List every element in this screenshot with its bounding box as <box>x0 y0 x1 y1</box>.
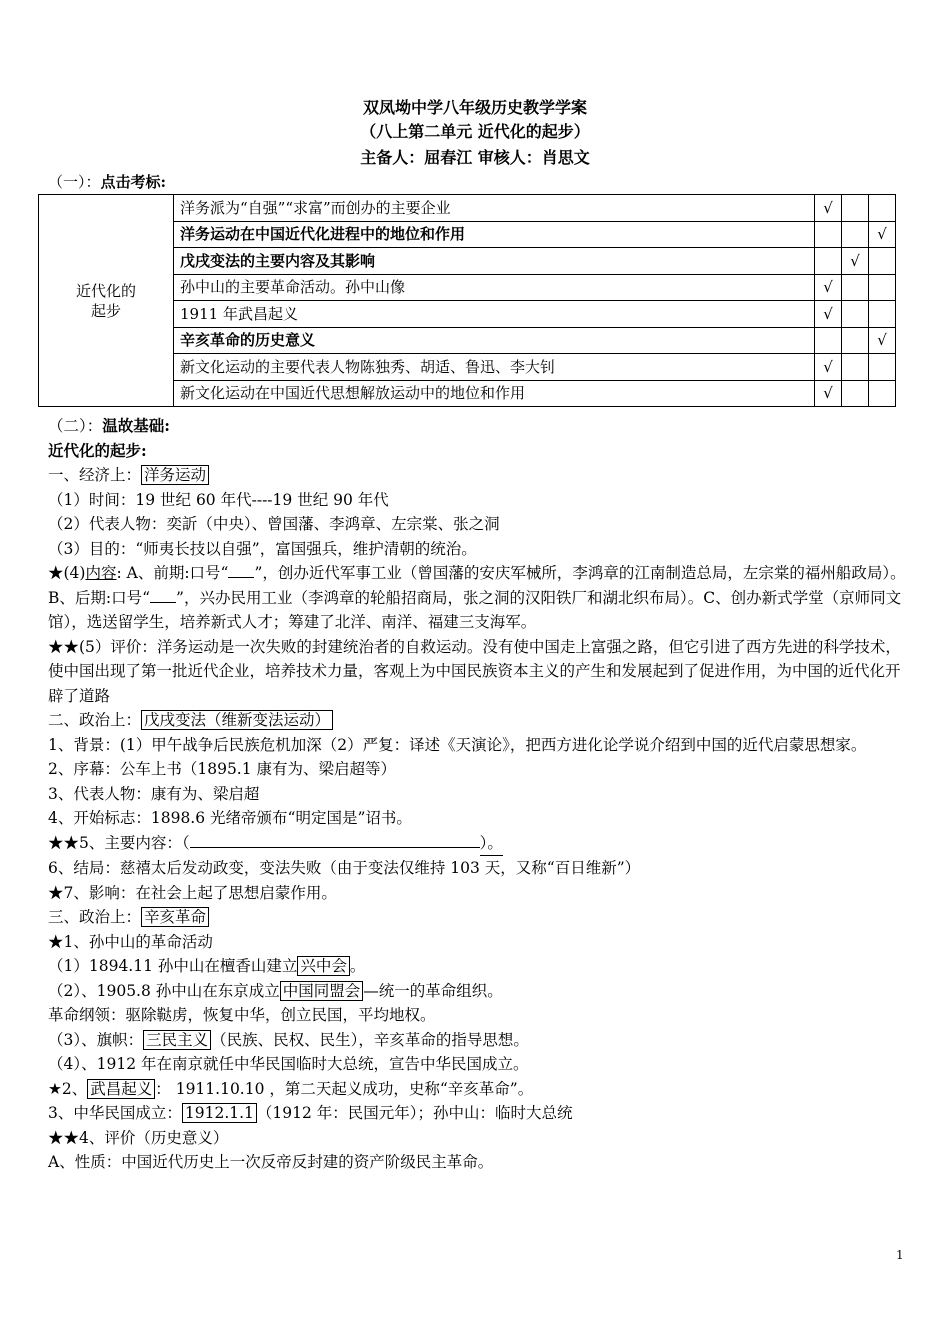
objective-text: 洋务派为“自强”“求富”而创办的主要企业 <box>174 195 815 222</box>
section1-label: 点击考标: <box>100 173 167 191</box>
list-item: 6、结局：慈禧太后发动政变，变法失败（由于变法仅维持 103 天，又称“百日维新”） <box>48 859 641 877</box>
list-item: （2）代表人物：奕訢（中央）、曾国藩、李鸿章、左宗棠、张之洞 <box>48 515 500 533</box>
page-number: 1 <box>896 1248 904 1262</box>
objective-text: 新文化运动的主要代表人物陈独秀、胡适、鲁迅、李大钊 <box>174 354 815 381</box>
mark-level-1: √ <box>815 195 842 222</box>
politics-heading: 二、政治上： 戊戌变法（维新变法运动） <box>48 708 912 733</box>
list-item: ★2、 武昌起义 ： 1911.10.10 ，第二天起义成功，史称“辛亥革命”。 <box>48 1079 534 1098</box>
mark-level-3: √ <box>869 221 896 248</box>
objective-text: 新文化运动在中国近代思想解放运动中的地位和作用 <box>174 380 815 407</box>
list-item: （3）、旗帜： 三民主义 （民族、民权、民生），辛亥革命的指导思想。 <box>48 1030 529 1049</box>
mark-level-2: √ <box>842 248 869 275</box>
objective-text: 孙中山的主要革命活动。孙中山像 <box>174 274 815 301</box>
list-item: （1）时间：19 世纪 60 年代----19 世纪 90 年代 <box>48 490 389 509</box>
objective-text: 1911 年武昌起义 <box>174 301 815 328</box>
list-item: ★★(5）评价：洋务运动是一次失败的封建统治者的自救运动。没有使中国走上富强之路，但它引进了西方先进的科学技术，使中国出现了第一批近代企业，培养技术力量，客观上为中国民族资本主义的产生和发展起到了促进作用，为中国的近代化开辟了道路 <box>48 637 901 705</box>
list-item: 2、序幕：公车上书（1895.1 康有为、梁启超等） <box>48 760 397 778</box>
mark-level-1 <box>815 248 842 275</box>
list-item: （2）、1905.8 孙中山在东京成立 中国同盟会 —统一的革命组织。 <box>48 981 503 1000</box>
fill-in-blank <box>150 602 176 603</box>
mark-level-3 <box>869 248 896 275</box>
mark-level-2 <box>842 327 869 354</box>
objective-text: 洋务运动在中国近代化进程中的地位和作用 <box>174 221 815 248</box>
list-item: 4、开始标志：1898.6 光绪帝颁布“明定国是”诏书。 <box>48 809 412 827</box>
list-item: （3）目的：“师夷长技以自强”，富国强兵，维护清朝的统治。 <box>48 539 477 558</box>
mark-level-1 <box>815 327 842 354</box>
economy-heading: 一、经济上： 洋务运动 <box>48 463 912 488</box>
list-item: ★1、孙中山的革命活动 <box>48 932 213 951</box>
section2-subheading: 近代化的起步: <box>48 440 147 460</box>
boxed-keyword: 洋务运动 <box>141 465 209 485</box>
mark-level-3 <box>869 195 896 222</box>
objective-text: 戊戌变法的主要内容及其影响 <box>174 248 815 275</box>
content-body <box>48 414 912 1175</box>
document-subtitle: （八上第二单元 近代化的起步） <box>360 122 590 141</box>
list-item: 1、背景：(1）甲午战争后民族危机加深（2）严复：译述《天演论》，把西方进化论学说介绍到中国的近代启蒙思想家。 <box>48 735 867 754</box>
category-cell: 近代化的起步 <box>39 195 174 407</box>
mark-level-1: √ <box>815 274 842 301</box>
section1-prefix: （一）： <box>48 173 101 191</box>
mark-level-2 <box>842 301 869 328</box>
mark-level-2 <box>842 354 869 381</box>
mark-level-3 <box>869 301 896 328</box>
boxed-keyword: 辛亥革命 <box>141 907 209 927</box>
revolution-heading: 三、政治上： 辛亥革命 <box>48 905 912 930</box>
mark-level-2 <box>842 195 869 222</box>
objectives-table <box>38 194 896 407</box>
fill-in-blank <box>228 577 254 578</box>
fill-in-blank <box>190 847 480 848</box>
list-item: ★★4、评价（历史意义） <box>48 1128 229 1147</box>
mark-level-1 <box>815 221 842 248</box>
section1-heading <box>48 172 166 192</box>
objective-text: 辛亥革命的历史意义 <box>174 327 815 354</box>
boxed-keyword: 三民主义 <box>143 1030 211 1050</box>
section2-heading: （二）：温故基础: <box>48 416 170 435</box>
document-title: 双凤坳中学八年级历史教学学案 <box>362 98 587 117</box>
mark-level-2 <box>842 380 869 407</box>
document-authors: 主备人：屈春江 审核人：肖思文 <box>360 148 590 167</box>
list-item: 革命纲领：驱除鞑虏，恢复中华，创立民国，平均地权。 <box>48 1006 436 1024</box>
list-item: ★★5、主要内容：（ ）。 <box>48 831 912 857</box>
list-item: ★7、影响：在社会上起了思想启蒙作用。 <box>48 883 337 902</box>
list-item: （4）、1912 年在南京就任中华民国临时大总统，宣告中华民国成立。 <box>48 1055 529 1073</box>
mark-level-1: √ <box>815 354 842 381</box>
mark-level-3 <box>869 380 896 407</box>
mark-level-3 <box>869 274 896 301</box>
mark-level-3: √ <box>869 327 896 354</box>
mark-level-2 <box>842 274 869 301</box>
table-row <box>39 195 896 222</box>
boxed-keyword: 武昌起义 <box>87 1079 155 1099</box>
mark-level-1: √ <box>815 380 842 407</box>
mark-level-1: √ <box>815 301 842 328</box>
boxed-keyword: 戊戌变法（维新变法运动） <box>141 710 333 730</box>
list-item: ★(4)内容: A、前期:口号“ ”，创办近代军事工业（曾国藩的安庆军械所，李鸿章的江南制造总局，左宗棠的福州船政局）。 B、后期:口号“ ”，兴办民用工业（李鸿章的轮船招商局，张之洞的汉阳铁厂和湖北织布局）。C、创办新式学堂（京师同文馆），选送留学生，培养新式人才；筹建了北洋、南洋、福建三支海军。 <box>48 564 906 631</box>
boxed-keyword: 兴中会 <box>297 956 350 976</box>
list-item: 3、中华民国成立： 1912.1.1 （1912 年：民国元年）；孙中山：临时大总统 <box>48 1104 573 1122</box>
list-item: A、性质：中国近代历史上一次反帝反封建的资产阶级民主革命。 <box>48 1153 494 1171</box>
list-item: （1）1894.11 孙中山在檀香山建立 兴中会 。 <box>48 957 366 975</box>
mark-level-3 <box>869 354 896 381</box>
mark-level-2 <box>842 221 869 248</box>
list-item: 3、代表人物：康有为、梁启超 <box>48 784 260 803</box>
boxed-keyword: 1912.1.1 <box>182 1103 257 1123</box>
boxed-keyword: 中国同盟会 <box>280 981 364 1001</box>
